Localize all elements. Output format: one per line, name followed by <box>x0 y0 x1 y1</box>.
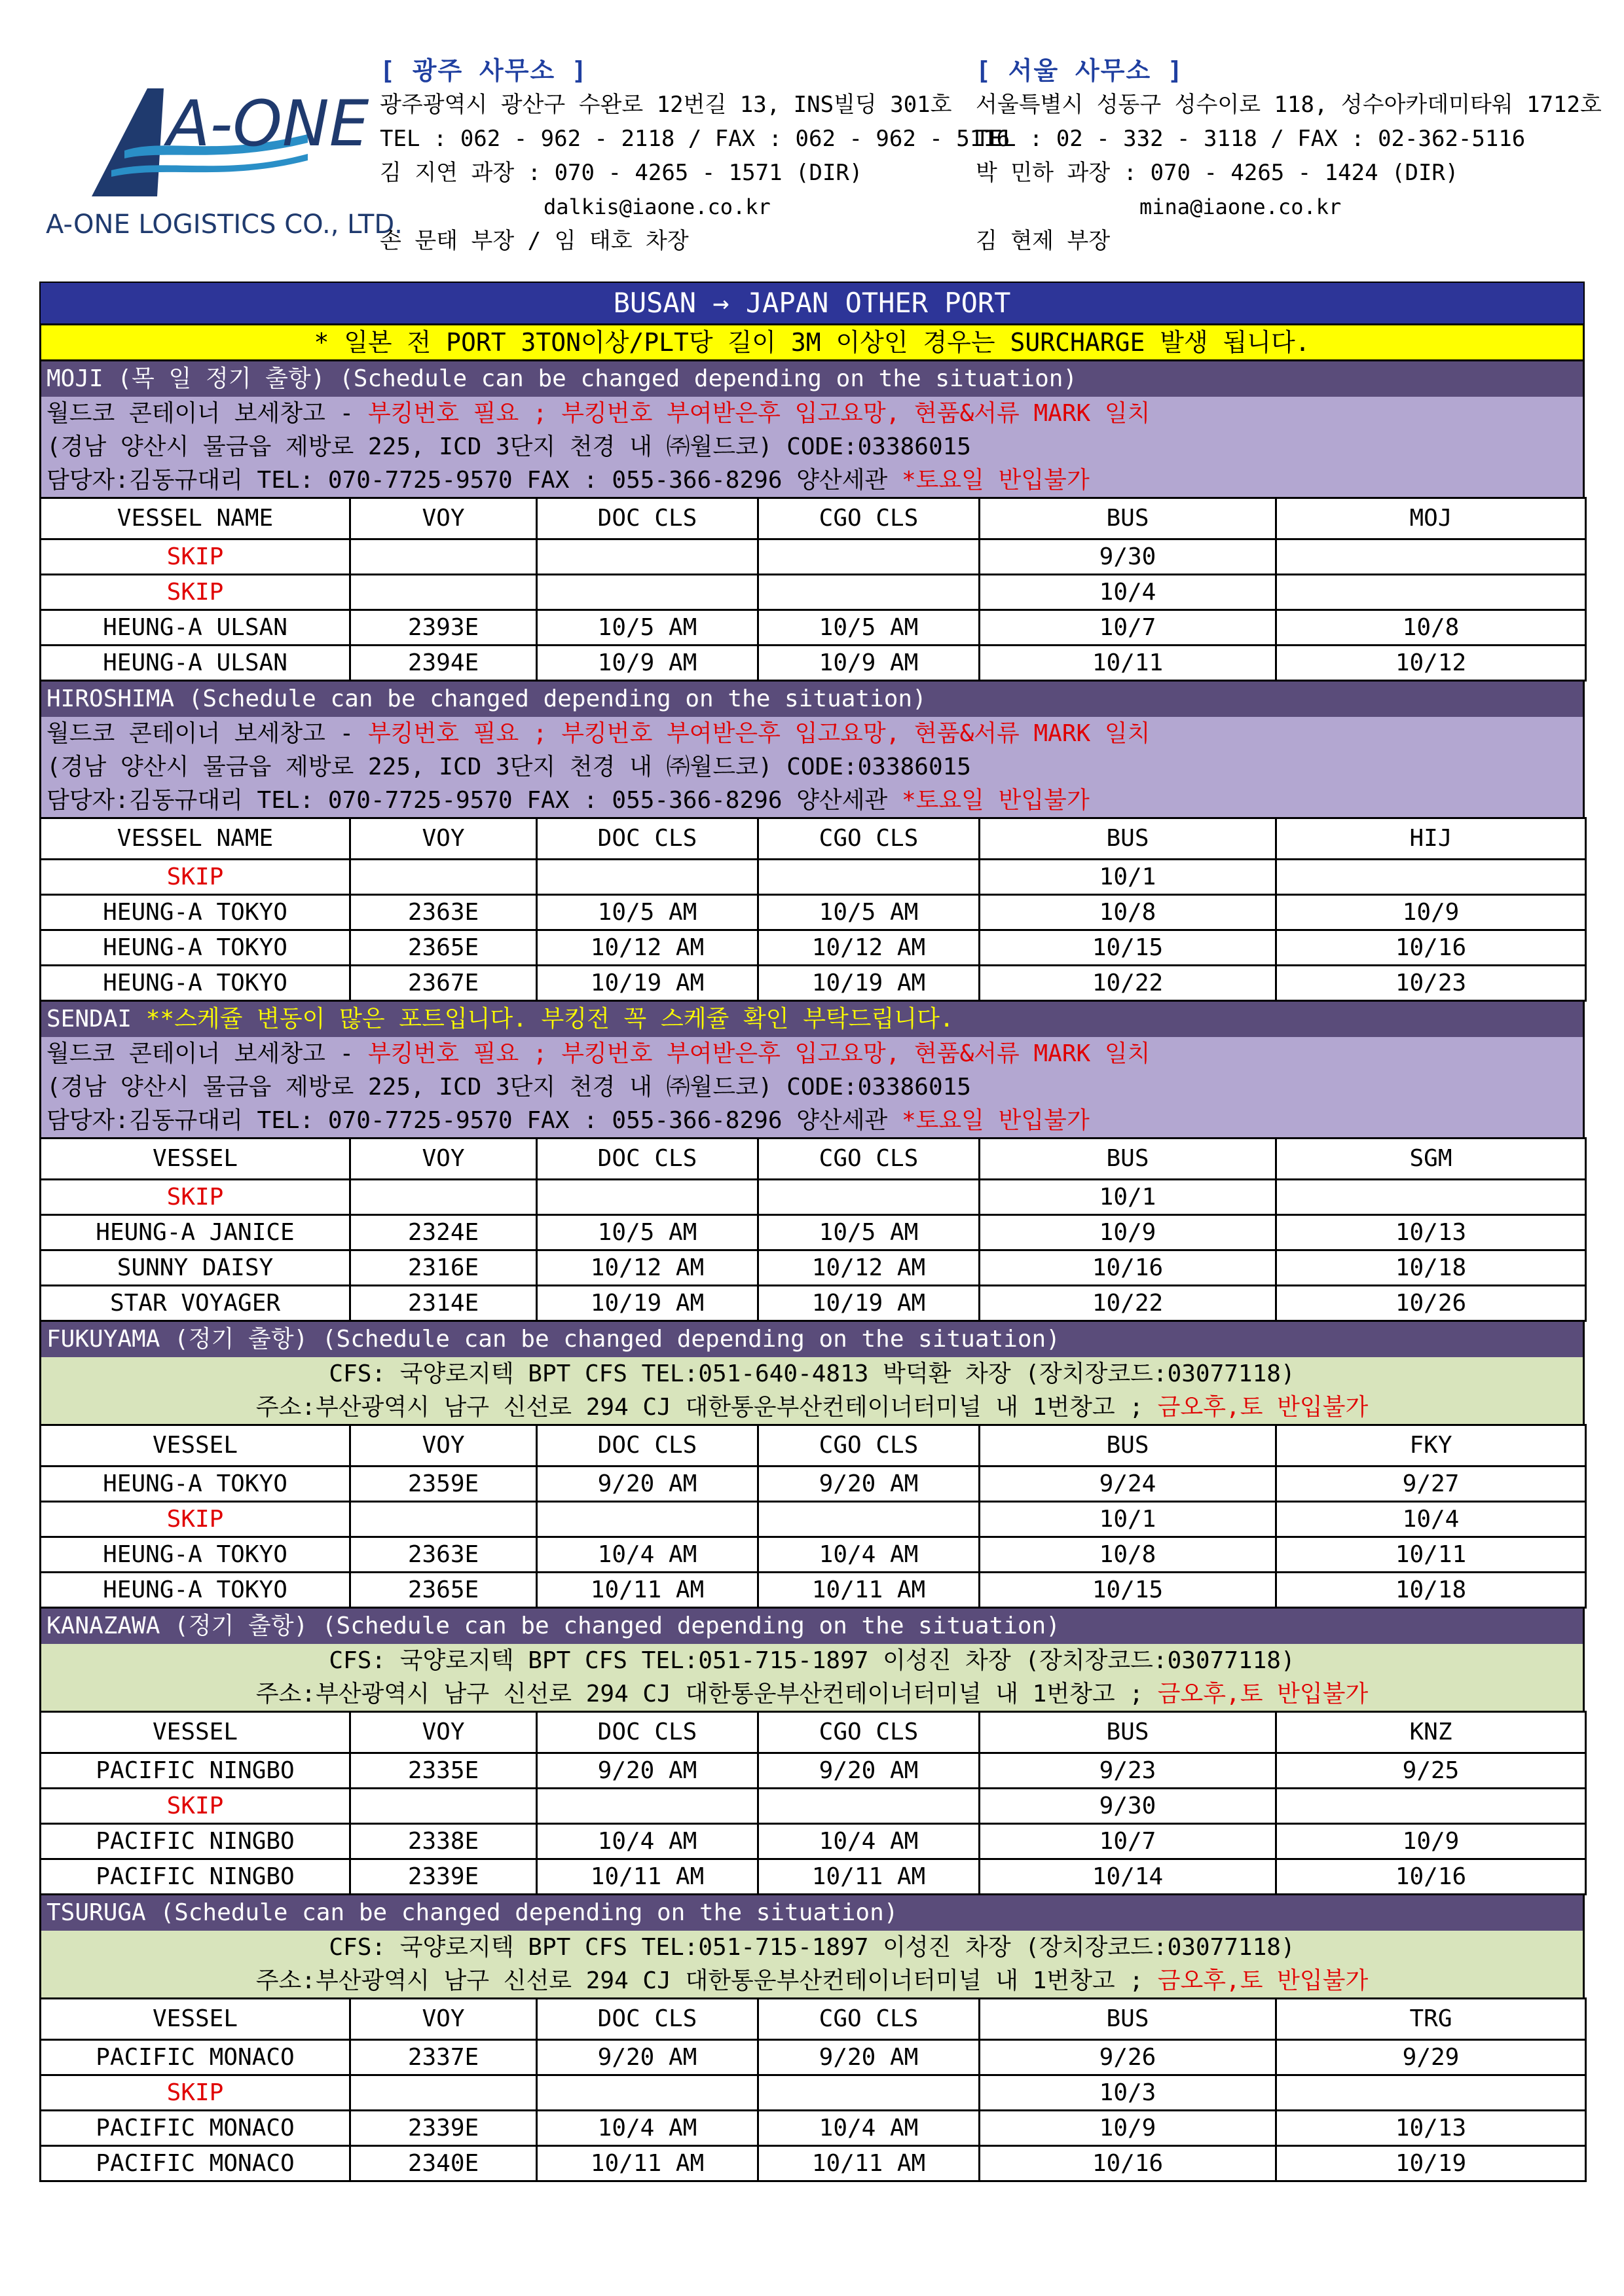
table-cell: 10/11 <box>980 646 1276 681</box>
table-cell: 10/1 <box>980 1502 1276 1537</box>
info-text: CFS: 국양로지텍 BPT CFS TEL:051-715-1897 이성진 차장 (장치장코드:03077118) <box>329 1934 1295 1961</box>
table-cell: 10/15 <box>980 1573 1276 1608</box>
column-header: BUS <box>980 818 1276 860</box>
table-cell <box>350 2075 537 2111</box>
info-text: (경남 양산시 물금읍 제방로 225, ICD 3단지 천경 내 ㈜월드코) CODE:03386015 <box>46 433 971 460</box>
table-row <box>41 646 1586 681</box>
table-row <box>41 1215 1586 1250</box>
column-header: DOC CLS <box>537 1712 758 1753</box>
table-cell: 10/4 AM <box>537 2111 758 2146</box>
table-cell: 10/5 AM <box>758 895 980 930</box>
info-alert: 금오후,토 반입불가 <box>1157 1394 1369 1421</box>
table-row <box>41 860 1586 895</box>
column-header: VOY <box>350 1712 537 1753</box>
info-text: 월드코 콘테이너 보세창고 - <box>46 1040 368 1067</box>
table-cell: 10/22 <box>980 1286 1276 1321</box>
table-cell: 2363E <box>350 1537 537 1573</box>
table-header-row <box>41 818 1586 860</box>
warehouse-info-line <box>39 1644 1585 1677</box>
table-cell: 2365E <box>350 1573 537 1608</box>
table-cell: 10/11 <box>1276 1537 1586 1573</box>
table-cell: 10/4 AM <box>758 2111 980 2146</box>
office-staff: 손 문태 부장 / 임 태호 차장 <box>380 228 689 254</box>
office-staff: 김 현제 부장 <box>976 228 1111 254</box>
table-cell: HEUNG-A TOKYO <box>41 930 350 966</box>
info-alert: 부킹번호 필요 ; 부킹번호 부여받은후 입고요망, 현품&서류 MARK 일치 <box>367 400 1151 427</box>
info-alert: 부킹번호 필요 ; 부킹번호 부여받은후 입고요망, 현품&서류 MARK 일치 <box>367 720 1151 747</box>
table-cell <box>537 1180 758 1215</box>
table-cell: 10/11 AM <box>758 1573 980 1608</box>
table-header-row <box>41 1139 1586 1180</box>
table-cell: PACIFIC NINGBO <box>41 1824 350 1859</box>
info-alert: 금오후,토 반입불가 <box>1157 1681 1369 1707</box>
table-row <box>41 1180 1586 1215</box>
column-header: DOC CLS <box>537 818 758 860</box>
office-contact: 김 지연 과장 : 070 - 4265 - 1571 (DIR) <box>380 160 863 186</box>
column-header: CGO CLS <box>758 1425 980 1467</box>
table-cell: SKIP <box>41 1180 350 1215</box>
table-cell: PACIFIC NINGBO <box>41 1859 350 1895</box>
table-cell: 10/12 AM <box>758 930 980 966</box>
warehouse-info-line <box>39 1037 1585 1070</box>
table-cell: 9/25 <box>1276 1753 1586 1789</box>
port-name: SENDAI <box>46 1006 146 1032</box>
table-cell: 9/30 <box>980 1789 1276 1824</box>
port-section <box>39 361 1585 682</box>
table-cell: 9/20 AM <box>537 1467 758 1502</box>
info-text: 주소:부산광역시 남구 신선로 294 CJ 대한통운부산컨테이너터미널 내 1번창고 ; <box>255 1681 1158 1707</box>
column-header: FKY <box>1276 1425 1586 1467</box>
table-cell: 9/26 <box>980 2040 1276 2075</box>
warehouse-info-line <box>39 1391 1585 1424</box>
table-cell: 10/4 AM <box>537 1824 758 1859</box>
table-cell: 9/29 <box>1276 2040 1586 2075</box>
table-cell: 10/5 AM <box>758 610 980 646</box>
table-row <box>41 575 1586 610</box>
column-header: BUS <box>980 1425 1276 1467</box>
column-header: BUS <box>980 498 1276 539</box>
info-alert: 금오후,토 반입불가 <box>1157 1967 1369 1994</box>
table-cell <box>758 539 980 575</box>
table-cell: 10/4 AM <box>758 1824 980 1859</box>
table-cell: 10/7 <box>980 1824 1276 1859</box>
schedule-sheet <box>39 282 1585 2182</box>
table-cell <box>758 860 980 895</box>
table-cell: 10/3 <box>980 2075 1276 2111</box>
port-name: TSURUGA (Schedule can be changed depending on the situation) <box>46 1899 898 1926</box>
table-cell: 10/19 <box>1276 2146 1586 2181</box>
a-one-logo-icon <box>85 72 369 203</box>
table-cell <box>758 1180 980 1215</box>
table-cell: 2339E <box>350 2111 537 2146</box>
port-warning: **스케쥴 변동이 많은 포트입니다. 부킹전 꼭 스케쥴 확인 부탁드립니다. <box>145 1006 954 1032</box>
table-cell <box>350 539 537 575</box>
table-cell: HEUNG-A ULSAN <box>41 646 350 681</box>
column-header: VOY <box>350 498 537 539</box>
table-cell: 10/18 <box>1276 1250 1586 1286</box>
column-header: VESSEL NAME <box>41 498 350 539</box>
table-cell: STAR VOYAGER <box>41 1286 350 1321</box>
table-cell: 2394E <box>350 646 537 681</box>
letterhead <box>0 0 1624 282</box>
port-section <box>39 682 1585 1002</box>
table-cell: HEUNG-A ULSAN <box>41 610 350 646</box>
column-header: VESSEL <box>41 1425 350 1467</box>
table-header-row <box>41 1999 1586 2040</box>
info-text: 월드코 콘테이너 보세창고 - <box>46 400 368 427</box>
seoul-office <box>976 54 1602 258</box>
table-cell: 9/24 <box>980 1467 1276 1502</box>
column-header: DOC CLS <box>537 1139 758 1180</box>
table-cell: 10/19 AM <box>537 966 758 1001</box>
table-cell: 10/8 <box>980 895 1276 930</box>
table-cell: 2367E <box>350 966 537 1001</box>
table-row <box>41 1859 1586 1895</box>
table-cell <box>758 2075 980 2111</box>
table-cell: SUNNY DAISY <box>41 1250 350 1286</box>
table-cell: 10/9 AM <box>758 646 980 681</box>
info-alert: *토요일 반입불가 <box>901 787 1090 814</box>
table-cell: 10/14 <box>980 1859 1276 1895</box>
table-cell <box>350 860 537 895</box>
table-cell: HEUNG-A TOKYO <box>41 1537 350 1573</box>
info-text: 월드코 콘테이너 보세창고 - <box>46 720 368 747</box>
table-cell: 9/27 <box>1276 1467 1586 1502</box>
office-email[interactable]: dalkis@iaone.co.kr <box>544 194 771 219</box>
table-cell: 9/20 AM <box>758 1467 980 1502</box>
table-cell: 10/12 AM <box>537 930 758 966</box>
office-title: [ 서울 사무소 ] <box>976 56 1184 85</box>
table-cell: 10/1 <box>980 1180 1276 1215</box>
info-text: 주소:부산광역시 남구 신선로 294 CJ 대한통운부산컨테이너터미널 내 1번창고 ; <box>255 1967 1158 1994</box>
column-header: VOY <box>350 818 537 860</box>
port-section <box>39 1002 1585 1322</box>
table-cell: SKIP <box>41 2075 350 2111</box>
table-row <box>41 1537 1586 1573</box>
table-cell: 2314E <box>350 1286 537 1321</box>
column-header: BUS <box>980 1712 1276 1753</box>
company-name: A-ONE LOGISTICS CO., LTD. <box>46 210 403 240</box>
table-cell: 10/11 AM <box>537 1573 758 1608</box>
table-cell: 10/16 <box>1276 1859 1586 1895</box>
table-cell: 10/5 AM <box>537 895 758 930</box>
warehouse-info-line <box>39 397 1585 430</box>
table-cell: 10/16 <box>1276 930 1586 966</box>
column-header: VESSEL NAME <box>41 818 350 860</box>
warehouse-info-line <box>39 430 1585 464</box>
table-cell: 2324E <box>350 1215 537 1250</box>
warehouse-info-line <box>39 1964 1585 1997</box>
table-cell <box>537 1502 758 1537</box>
warehouse-info-line <box>39 750 1585 784</box>
gwangju-office <box>380 54 1010 258</box>
table-row <box>41 610 1586 646</box>
table-cell: 10/19 AM <box>758 1286 980 1321</box>
column-header: CGO CLS <box>758 1139 980 1180</box>
warehouse-info-line <box>39 1677 1585 1711</box>
table-row <box>41 1286 1586 1321</box>
info-text: (경남 양산시 물금읍 제방로 225, ICD 3단지 천경 내 ㈜월드코) CODE:03386015 <box>46 1074 971 1101</box>
port-header <box>39 1609 1585 1644</box>
table-row <box>41 895 1586 930</box>
column-header: DOC CLS <box>537 1425 758 1467</box>
info-text: CFS: 국양로지텍 BPT CFS TEL:051-715-1897 이성진 차장 (장치장코드:03077118) <box>329 1647 1295 1674</box>
table-cell: 10/5 AM <box>537 610 758 646</box>
table-row <box>41 1753 1586 1789</box>
table-row <box>41 2111 1586 2146</box>
table-cell: 10/11 AM <box>758 2146 980 2181</box>
table-row <box>41 2146 1586 2181</box>
table-cell: 10/12 AM <box>537 1250 758 1286</box>
column-header: CGO CLS <box>758 1999 980 2040</box>
table-cell: 10/11 AM <box>537 1859 758 1895</box>
schedule-table <box>39 817 1587 1002</box>
table-cell <box>758 1502 980 1537</box>
table-cell: 10/13 <box>1276 1215 1586 1250</box>
port-header <box>39 361 1585 397</box>
table-cell: 10/13 <box>1276 2111 1586 2146</box>
table-cell <box>350 1789 537 1824</box>
table-cell: HEUNG-A JANICE <box>41 1215 350 1250</box>
table-cell: 2340E <box>350 2146 537 2181</box>
column-header: CGO CLS <box>758 498 980 539</box>
table-cell: 10/18 <box>1276 1573 1586 1608</box>
table-cell: 10/7 <box>980 610 1276 646</box>
table-cell: 10/11 AM <box>758 1859 980 1895</box>
info-text: 주소:부산광역시 남구 신선로 294 CJ 대한통운부산컨테이너터미널 내 1번창고 ; <box>255 1394 1158 1421</box>
info-text: 담당자:김동규대리 TEL: 070-7725-9570 FAX : 055-366-8296 양산세관 <box>46 1107 902 1134</box>
table-cell: 10/26 <box>1276 1286 1586 1321</box>
table-cell <box>1276 575 1586 610</box>
table-cell <box>537 860 758 895</box>
table-cell <box>1276 1789 1586 1824</box>
column-header: VESSEL <box>41 1712 350 1753</box>
warehouse-info-line <box>39 1931 1585 1964</box>
table-row <box>41 2075 1586 2111</box>
port-header <box>39 1002 1585 1037</box>
office-phone: TEL : 062 - 962 - 2118 / FAX : 062 - 962 - 5116 <box>380 126 1010 152</box>
warehouse-info-line <box>39 1357 1585 1391</box>
table-cell: 10/4 AM <box>537 1537 758 1573</box>
table-cell: SKIP <box>41 1502 350 1537</box>
table-cell: SKIP <box>41 860 350 895</box>
table-cell: 2335E <box>350 1753 537 1789</box>
table-header-row <box>41 498 1586 539</box>
office-address: 서울특별시 성동구 성수이로 118, 성수아카데미타워 1712호 <box>976 92 1602 118</box>
column-header: DOC CLS <box>537 1999 758 2040</box>
port-header <box>39 1322 1585 1357</box>
warehouse-info-line <box>39 1070 1585 1104</box>
schedule-table <box>39 497 1587 682</box>
table-cell: 2363E <box>350 895 537 930</box>
column-header: BUS <box>980 1999 1276 2040</box>
table-row <box>41 966 1586 1001</box>
table-cell: PACIFIC NINGBO <box>41 1753 350 1789</box>
table-cell <box>758 575 980 610</box>
table-row <box>41 1502 1586 1537</box>
office-phone: TEL : 02 - 332 - 3118 / FAX : 02-362-5116 <box>976 126 1526 152</box>
table-cell: 10/4 <box>1276 1502 1586 1537</box>
table-cell <box>1276 2075 1586 2111</box>
schedule-table <box>39 1424 1587 1609</box>
table-cell: 9/23 <box>980 1753 1276 1789</box>
table-cell: 9/20 AM <box>758 1753 980 1789</box>
table-cell: PACIFIC MONACO <box>41 2111 350 2146</box>
table-cell <box>1276 860 1586 895</box>
table-cell: HEUNG-A TOKYO <box>41 966 350 1001</box>
table-cell: 10/15 <box>980 930 1276 966</box>
table-cell: 10/16 <box>980 2146 1276 2181</box>
table-cell: HEUNG-A TOKYO <box>41 1467 350 1502</box>
office-contact: 박 민하 과장 : 070 - 4265 - 1424 (DIR) <box>976 160 1459 186</box>
column-header: BUS <box>980 1139 1276 1180</box>
port-section <box>39 1895 1585 2182</box>
table-cell: 10/9 <box>1276 1824 1586 1859</box>
table-cell: 10/1 <box>980 860 1276 895</box>
office-email[interactable]: mina@iaone.co.kr <box>1139 194 1342 219</box>
table-cell <box>537 539 758 575</box>
column-header: VOY <box>350 1425 537 1467</box>
table-cell <box>537 2075 758 2111</box>
warehouse-info-line <box>39 1104 1585 1137</box>
table-cell: SKIP <box>41 575 350 610</box>
info-text: 담당자:김동규대리 TEL: 070-7725-9570 FAX : 055-366-8296 양산세관 <box>46 467 902 494</box>
column-header: MOJ <box>1276 498 1586 539</box>
page-title: BUSAN → JAPAN OTHER PORT <box>39 282 1585 323</box>
table-cell: 10/8 <box>1276 610 1586 646</box>
office-address: 광주광역시 광산구 수완로 12번길 13, INS빌딩 301호 <box>380 92 952 118</box>
schedule-table <box>39 1137 1587 1322</box>
table-cell: 2339E <box>350 1859 537 1895</box>
info-alert: *토요일 반입불가 <box>901 467 1090 494</box>
column-header: KNZ <box>1276 1712 1586 1753</box>
port-header <box>39 1895 1585 1931</box>
schedule-table <box>39 1997 1587 2182</box>
info-text: (경남 양산시 물금읍 제방로 225, ICD 3단지 천경 내 ㈜월드코) CODE:03386015 <box>46 754 971 780</box>
table-row <box>41 1573 1586 1608</box>
table-cell: 2337E <box>350 2040 537 2075</box>
column-header: DOC CLS <box>537 498 758 539</box>
warehouse-info-line <box>39 717 1585 750</box>
table-cell <box>537 575 758 610</box>
info-alert: 부킹번호 필요 ; 부킹번호 부여받은후 입고요망, 현품&서류 MARK 일치 <box>367 1040 1151 1067</box>
table-cell: PACIFIC MONACO <box>41 2146 350 2181</box>
table-cell: 10/9 <box>980 2111 1276 2146</box>
schedule-table <box>39 1711 1587 1895</box>
table-cell: 10/19 AM <box>758 966 980 1001</box>
column-header: CGO CLS <box>758 1712 980 1753</box>
port-name: KANAZAWA (정기 출항) (Schedule can be changed depending on the situation) <box>46 1613 1060 1639</box>
table-cell: 10/9 AM <box>537 646 758 681</box>
table-cell: SKIP <box>41 539 350 575</box>
warehouse-info-line <box>39 784 1585 817</box>
port-header <box>39 682 1585 717</box>
table-cell: 10/22 <box>980 966 1276 1001</box>
table-cell: 2365E <box>350 930 537 966</box>
column-header: HIJ <box>1276 818 1586 860</box>
table-cell <box>758 1789 980 1824</box>
table-row <box>41 1824 1586 1859</box>
port-name: HIROSHIMA (Schedule can be changed depending on the situation) <box>46 685 927 712</box>
port-sections <box>39 361 1585 2182</box>
table-cell <box>350 1502 537 1537</box>
warehouse-info-line <box>39 464 1585 497</box>
column-header: VESSEL <box>41 1999 350 2040</box>
svg-text:A-ONE: A-ONE <box>167 87 369 160</box>
column-header: CGO CLS <box>758 818 980 860</box>
column-header: VESSEL <box>41 1139 350 1180</box>
table-cell: 10/5 AM <box>758 1215 980 1250</box>
company-logo <box>46 72 403 255</box>
table-header-row <box>41 1712 1586 1753</box>
table-cell: 10/5 AM <box>537 1215 758 1250</box>
table-row <box>41 539 1586 575</box>
table-cell: 9/20 AM <box>758 2040 980 2075</box>
table-cell: 10/4 AM <box>758 1537 980 1573</box>
port-name: FUKUYAMA (정기 출항) (Schedule can be changed depending on the situation) <box>46 1326 1060 1353</box>
port-name: MOJI (목 일 정기 출항) (Schedule can be changed depending on the situation) <box>46 365 1078 392</box>
column-header: VOY <box>350 1999 537 2040</box>
table-cell: PACIFIC MONACO <box>41 2040 350 2075</box>
table-cell <box>537 1789 758 1824</box>
table-row <box>41 1789 1586 1824</box>
info-text: 담당자:김동규대리 TEL: 070-7725-9570 FAX : 055-366-8296 양산세관 <box>46 787 902 814</box>
table-row <box>41 930 1586 966</box>
table-cell: 10/16 <box>980 1250 1276 1286</box>
column-header: SGM <box>1276 1139 1586 1180</box>
info-text: CFS: 국양로지텍 BPT CFS TEL:051-640-4813 박덕환 차장 (장치장코드:03077118) <box>329 1360 1295 1387</box>
table-cell <box>1276 539 1586 575</box>
table-cell: 10/11 AM <box>537 2146 758 2181</box>
table-cell: 2393E <box>350 610 537 646</box>
table-cell: 10/23 <box>1276 966 1586 1001</box>
table-cell: 2316E <box>350 1250 537 1286</box>
table-cell <box>350 575 537 610</box>
port-section <box>39 1322 1585 1609</box>
table-cell: 10/4 <box>980 575 1276 610</box>
table-cell: 10/9 <box>1276 895 1586 930</box>
port-section <box>39 1609 1585 1895</box>
table-cell: SKIP <box>41 1789 350 1824</box>
table-cell: 9/30 <box>980 539 1276 575</box>
info-alert: *토요일 반입불가 <box>901 1107 1090 1134</box>
table-cell <box>350 1180 537 1215</box>
table-cell <box>1276 1180 1586 1215</box>
table-cell: HEUNG-A TOKYO <box>41 895 350 930</box>
table-cell: HEUNG-A TOKYO <box>41 1573 350 1608</box>
table-row <box>41 1250 1586 1286</box>
office-title: [ 광주 사무소 ] <box>380 56 588 85</box>
table-cell: 2338E <box>350 1824 537 1859</box>
table-row <box>41 1467 1586 1502</box>
table-cell: 9/20 AM <box>537 1753 758 1789</box>
surcharge-notice: * 일본 전 PORT 3TON이상/PLT당 길이 3M 이상인 경우는 SURCHARGE 발생 됩니다. <box>39 323 1585 361</box>
table-cell: 10/12 <box>1276 646 1586 681</box>
column-header: TRG <box>1276 1999 1586 2040</box>
column-header: VOY <box>350 1139 537 1180</box>
table-cell: 10/19 AM <box>537 1286 758 1321</box>
table-row <box>41 2040 1586 2075</box>
table-cell: 9/20 AM <box>537 2040 758 2075</box>
table-cell: 10/12 AM <box>758 1250 980 1286</box>
table-cell: 10/9 <box>980 1215 1276 1250</box>
table-header-row <box>41 1425 1586 1467</box>
table-cell: 2359E <box>350 1467 537 1502</box>
table-cell: 10/8 <box>980 1537 1276 1573</box>
